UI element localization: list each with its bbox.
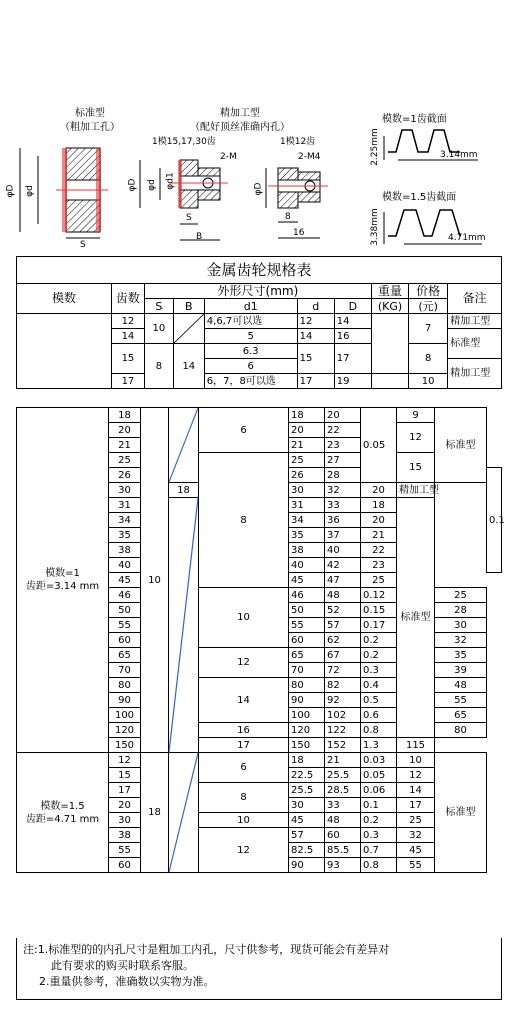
teeth-cell: 60 bbox=[109, 633, 141, 648]
precision-b-label: 1模12齿 bbox=[280, 137, 316, 147]
price-cell: 8 bbox=[409, 344, 448, 374]
header-remark: 备注 bbox=[448, 284, 502, 314]
teeth-cell: 55 bbox=[109, 843, 141, 858]
remark-cell: 标准型 bbox=[448, 329, 502, 359]
d-cell: 34 bbox=[289, 513, 325, 528]
header-d1: d1 bbox=[204, 299, 297, 314]
remark-cell: 标准型 bbox=[397, 498, 435, 738]
price-cell: 12 bbox=[397, 423, 435, 453]
remark-cell: 精加工型 bbox=[397, 483, 435, 498]
remark-cell: 标准型 bbox=[435, 408, 487, 483]
D-cell: 92 bbox=[325, 693, 361, 708]
weight-cell: 0.6 bbox=[361, 708, 397, 723]
remark-cell: 精加工型 bbox=[448, 359, 502, 389]
teeth-cell: 100 bbox=[109, 708, 141, 723]
D-cell: 21 bbox=[325, 753, 361, 768]
D-cell: 40 bbox=[325, 543, 361, 558]
price-cell: 39 bbox=[435, 663, 487, 678]
d1-cell: 6.3 bbox=[204, 344, 297, 359]
weight-cell: 0.8 bbox=[361, 858, 397, 873]
teeth-cell: 20 bbox=[109, 423, 141, 438]
m1-profile-title: 模数=1齿截面 bbox=[382, 114, 447, 125]
D-cell: 28 bbox=[325, 468, 361, 483]
thread-2m-label: 2-M bbox=[220, 152, 237, 162]
s-cell: 10 bbox=[144, 314, 173, 344]
price-cell: 65 bbox=[435, 708, 487, 723]
weight-cell: 0.1 bbox=[361, 798, 397, 813]
m1-tooth-pitch: 3.14mm bbox=[440, 150, 478, 160]
D-cell: 25.5 bbox=[325, 768, 361, 783]
b-cell: 14 bbox=[173, 344, 204, 389]
D-cell: 152 bbox=[325, 738, 361, 753]
note-line-1: 注:1.标准型的的内孔尺寸是粗加工内孔，尺寸供参考，现货可能会有差异对 bbox=[23, 943, 390, 956]
m15-tooth-pitch: 4.71mm bbox=[448, 233, 486, 243]
D-cell: 67 bbox=[325, 648, 361, 663]
D-cell: 27 bbox=[325, 453, 361, 468]
d-cell: 35 bbox=[289, 528, 325, 543]
D-cell: 14 bbox=[334, 314, 371, 329]
s-dim-precision: S bbox=[186, 213, 192, 223]
phi-d-standard: φd bbox=[24, 185, 35, 197]
header-b: B bbox=[173, 299, 204, 314]
d-cell: 60 bbox=[289, 633, 325, 648]
price-cell: 55 bbox=[435, 693, 487, 708]
teeth-cell: 34 bbox=[109, 513, 141, 528]
header-D: D bbox=[334, 299, 371, 314]
d-cell: 22.5 bbox=[289, 768, 325, 783]
s-dim-standard: S bbox=[80, 240, 86, 250]
d1-cell: 14 bbox=[199, 678, 289, 723]
D-cell: 122 bbox=[325, 723, 361, 738]
d1-cell: 4,6,7可以选 bbox=[204, 314, 297, 329]
d1-cell: 17 bbox=[199, 738, 289, 753]
d-cell: 18 bbox=[289, 753, 325, 768]
price-cell: 20 bbox=[361, 483, 397, 498]
b-cell: 18 bbox=[169, 483, 199, 498]
phi-D-precision-a: φD bbox=[127, 178, 138, 192]
price-cell: 18 bbox=[361, 498, 397, 513]
D-cell: 72 bbox=[325, 663, 361, 678]
D-cell: 22 bbox=[325, 423, 361, 438]
d1-cell: 5 bbox=[204, 329, 297, 344]
d-cell: 20 bbox=[289, 423, 325, 438]
D-cell: 52 bbox=[325, 603, 361, 618]
weight-cell: 1.3 bbox=[361, 738, 397, 753]
d-cell: 150 bbox=[289, 738, 325, 753]
table-title: 金属齿轮规格表 bbox=[17, 257, 502, 284]
price-cell: 20 bbox=[361, 513, 397, 528]
price-cell: 15 bbox=[397, 453, 435, 483]
d1-cell: 6 bbox=[199, 408, 289, 453]
table-row bbox=[17, 753, 502, 768]
teeth-cell: 26 bbox=[109, 468, 141, 483]
D-cell: 102 bbox=[325, 708, 361, 723]
d-cell: 65 bbox=[289, 648, 325, 663]
d-cell: 31 bbox=[289, 498, 325, 513]
table-row bbox=[17, 408, 502, 423]
teeth-cell: 90 bbox=[109, 693, 141, 708]
price-cell: 25 bbox=[397, 813, 435, 828]
price-cell: 17 bbox=[397, 798, 435, 813]
D-cell: 42 bbox=[325, 558, 361, 573]
D-cell: 82 bbox=[325, 678, 361, 693]
teeth-cell: 46 bbox=[109, 588, 141, 603]
d-cell: 55 bbox=[289, 618, 325, 633]
weight-cell bbox=[371, 374, 408, 389]
d-cell: 70 bbox=[289, 663, 325, 678]
D-cell: 48 bbox=[325, 813, 361, 828]
D-cell: 85.5 bbox=[325, 843, 361, 858]
d-cell: 18 bbox=[289, 408, 325, 423]
d1-cell: 10 bbox=[199, 813, 289, 828]
dim-8: 8 bbox=[285, 212, 291, 222]
price-cell: 21 bbox=[361, 528, 397, 543]
d1-cell: 10 bbox=[199, 588, 289, 648]
d-cell: 15 bbox=[297, 344, 334, 374]
header-s: S bbox=[144, 299, 173, 314]
price-cell: 7 bbox=[409, 314, 448, 344]
teeth-cell: 15 bbox=[109, 768, 141, 783]
D-cell: 17 bbox=[334, 344, 371, 374]
d-cell: 25 bbox=[289, 453, 325, 468]
b-diag-cell bbox=[169, 753, 199, 873]
phi-d-precision-a: φd bbox=[146, 179, 157, 191]
D-cell: 23 bbox=[325, 438, 361, 453]
phi-D-standard: φD bbox=[5, 184, 16, 198]
notes-box bbox=[16, 938, 502, 1000]
d-cell: 38 bbox=[289, 543, 325, 558]
price-cell: 35 bbox=[435, 648, 487, 663]
d-cell: 14 bbox=[297, 329, 334, 344]
precision-gear-a-drawing bbox=[140, 160, 228, 240]
d1-cell: 6 bbox=[199, 753, 289, 783]
d1-cell: 12 bbox=[199, 648, 289, 678]
price-cell: 28 bbox=[435, 603, 487, 618]
teeth-cell: 38 bbox=[109, 828, 141, 843]
table-row: 12 bbox=[111, 314, 144, 329]
weight-cell: 0.2 bbox=[361, 633, 397, 648]
header-d: d bbox=[297, 299, 334, 314]
D-cell: 32 bbox=[325, 483, 361, 498]
d-cell: 50 bbox=[289, 603, 325, 618]
d1-cell: 8 bbox=[199, 783, 289, 813]
d1-cell: 12 bbox=[199, 828, 289, 873]
D-cell: 93 bbox=[325, 858, 361, 873]
D-cell: 48 bbox=[325, 588, 361, 603]
teeth-cell: 17 bbox=[109, 783, 141, 798]
teeth-cell: 21 bbox=[109, 438, 141, 453]
d-cell: 45 bbox=[289, 813, 325, 828]
D-cell: 28.5 bbox=[325, 783, 361, 798]
weight-cell: 0.12 bbox=[361, 588, 397, 603]
weight-cell: 0.03 bbox=[361, 753, 397, 768]
teeth-cell: 30 bbox=[109, 813, 141, 828]
price-cell: 32 bbox=[397, 828, 435, 843]
teeth-cell: 65 bbox=[109, 648, 141, 663]
b-diag-cell bbox=[173, 314, 204, 344]
precision-subtitle: （配好顶丝准确内孔） bbox=[190, 122, 290, 133]
teeth-cell: 50 bbox=[109, 603, 141, 618]
weight-cell: 0.2 bbox=[361, 648, 397, 663]
D-cell: 36 bbox=[325, 513, 361, 528]
s-cell: 18 bbox=[141, 753, 169, 873]
phi-D-precision-b: φD bbox=[253, 182, 264, 196]
price-cell: 10 bbox=[409, 374, 448, 389]
weight-cell: 0.06 bbox=[361, 783, 397, 798]
teeth-cell: 25 bbox=[109, 453, 141, 468]
gear-spec-table-body bbox=[16, 407, 505, 873]
teeth-cell: 55 bbox=[109, 618, 141, 633]
s-cell: 10 bbox=[141, 408, 169, 753]
D-cell: 33 bbox=[325, 498, 361, 513]
table-row: 17 bbox=[111, 374, 144, 389]
header-price: 价格 bbox=[409, 284, 448, 299]
m1-tooth-height: 2.25mm bbox=[369, 128, 380, 166]
weight-cell: 0.7 bbox=[361, 843, 397, 858]
d-cell: 26 bbox=[289, 468, 325, 483]
D-cell: 47 bbox=[325, 573, 361, 588]
price-cell: 23 bbox=[361, 558, 397, 573]
teeth-cell: 30 bbox=[109, 483, 141, 498]
D-cell: 62 bbox=[325, 633, 361, 648]
d-cell: 40 bbox=[289, 558, 325, 573]
price-cell: 30 bbox=[435, 618, 487, 633]
price-cell: 80 bbox=[435, 723, 487, 738]
price-cell: 10 bbox=[397, 753, 435, 768]
table-row: 15 bbox=[111, 344, 144, 374]
d-cell: 30 bbox=[289, 798, 325, 813]
D-cell: 33 bbox=[325, 798, 361, 813]
d-cell: 90 bbox=[289, 858, 325, 873]
price-cell: 32 bbox=[435, 633, 487, 648]
header-weight: 重量 bbox=[371, 284, 408, 299]
teeth-cell: 31 bbox=[109, 498, 141, 513]
remark-cell: 精加工型 bbox=[448, 314, 502, 329]
precision-a-label: 1模15,17,30齿 bbox=[152, 137, 216, 147]
module1-continued: 模数=1 齿距=3.14 mm bbox=[17, 408, 109, 753]
b-diag-cell bbox=[169, 498, 199, 753]
D-cell: 20 bbox=[325, 408, 361, 423]
D-cell: 16 bbox=[334, 329, 371, 344]
gear-spec-table bbox=[16, 256, 502, 389]
price-cell: 25 bbox=[435, 588, 487, 603]
table-row: 14 bbox=[111, 329, 144, 344]
teeth-cell: 150 bbox=[109, 738, 141, 753]
teeth-cell: 70 bbox=[109, 663, 141, 678]
weight-cell: 0.17 bbox=[361, 618, 397, 633]
d1-cell: 6，7，8可以选 bbox=[204, 374, 297, 389]
price-cell: 55 bbox=[397, 858, 435, 873]
teeth-cell: 38 bbox=[109, 543, 141, 558]
weight-cell: 0.05 bbox=[361, 408, 397, 483]
weight-cell bbox=[371, 314, 408, 374]
teeth-cell: 45 bbox=[109, 573, 141, 588]
header-dims: 外形尺寸(mm) bbox=[144, 284, 371, 299]
dim-16: 16 bbox=[293, 228, 305, 238]
b-diag-cell bbox=[169, 408, 199, 483]
price-cell: 115 bbox=[397, 738, 435, 753]
teeth-cell: 60 bbox=[109, 858, 141, 873]
d1-cell: 16 bbox=[199, 723, 289, 738]
weight-cell: 0.3 bbox=[361, 828, 397, 843]
standard-subtitle: （粗加工孔） bbox=[60, 122, 120, 133]
weight-cell: 0.5 bbox=[361, 693, 397, 708]
price-cell: 9 bbox=[397, 408, 435, 423]
d-cell: 120 bbox=[289, 723, 325, 738]
teeth-cell: 12 bbox=[109, 753, 141, 768]
price-cell: 48 bbox=[435, 678, 487, 693]
header-module: 模数 bbox=[17, 284, 112, 314]
d-cell: 82.5 bbox=[289, 843, 325, 858]
weight-cell: 0.15 bbox=[361, 603, 397, 618]
d-cell: 25.5 bbox=[289, 783, 325, 798]
D-cell: 60 bbox=[325, 828, 361, 843]
b-dim-precision: B bbox=[196, 232, 203, 242]
weight-cell: 0.1 bbox=[487, 468, 502, 573]
price-cell: 25 bbox=[361, 573, 397, 588]
D-cell: 37 bbox=[325, 528, 361, 543]
weight-cell: 0.8 bbox=[361, 723, 397, 738]
s-cell: 8 bbox=[144, 344, 173, 389]
price-cell: 12 bbox=[397, 768, 435, 783]
weight-cell: 0.3 bbox=[361, 663, 397, 678]
D-cell: 57 bbox=[325, 618, 361, 633]
teeth-cell: 20 bbox=[109, 798, 141, 813]
header-price-unit: (元) bbox=[409, 299, 448, 314]
d-cell: 100 bbox=[289, 708, 325, 723]
price-cell: 14 bbox=[397, 783, 435, 798]
price-cell: 22 bbox=[361, 543, 397, 558]
teeth-cell: 18 bbox=[109, 408, 141, 423]
D-cell: 19 bbox=[334, 374, 371, 389]
note-line-3: 2.重量供参考，准确数以实物为准。 bbox=[39, 975, 215, 988]
d-cell: 45 bbox=[289, 573, 325, 588]
d-cell: 30 bbox=[289, 483, 325, 498]
weight-cell: 0.05 bbox=[361, 768, 397, 783]
teeth-cell: 40 bbox=[109, 558, 141, 573]
teeth-cell: 35 bbox=[109, 528, 141, 543]
note-line-2: 此有要求的购买时联系客服。 bbox=[51, 959, 194, 972]
header-weight-unit: (KG) bbox=[371, 299, 408, 314]
header-teeth: 齿数 bbox=[111, 284, 144, 314]
price-cell: 45 bbox=[397, 843, 435, 858]
d1-cell: 6 bbox=[204, 359, 297, 374]
phi-d1-precision-a: φd1 bbox=[165, 172, 176, 190]
teeth-cell: 120 bbox=[109, 723, 141, 738]
d-cell: 46 bbox=[289, 588, 325, 603]
remark-cell: 标准型 bbox=[435, 753, 487, 873]
teeth-cell: 80 bbox=[109, 678, 141, 693]
module1-cell bbox=[17, 314, 112, 389]
weight-cell: 0.4 bbox=[361, 678, 397, 693]
standard-title: 标准型 bbox=[75, 108, 105, 119]
precision-title: 精加工型 bbox=[220, 108, 260, 119]
module15-cell: 模数=1.5 齿距=4.71 mm bbox=[17, 753, 109, 873]
d-cell: 80 bbox=[289, 678, 325, 693]
weight-cell: 0.2 bbox=[361, 813, 397, 828]
thread-2m4-label: 2-M4 bbox=[298, 152, 321, 162]
d-cell: 21 bbox=[289, 438, 325, 453]
d-cell: 12 bbox=[297, 314, 334, 329]
d-cell: 57 bbox=[289, 828, 325, 843]
m15-profile-title: 模数=1.5齿截面 bbox=[382, 192, 457, 203]
d1-cell: 8 bbox=[199, 453, 289, 588]
m15-tooth-height: 3.38mm bbox=[369, 208, 380, 246]
d-cell: 17 bbox=[297, 374, 334, 389]
gear-drawings bbox=[0, 0, 512, 255]
d-cell: 90 bbox=[289, 693, 325, 708]
